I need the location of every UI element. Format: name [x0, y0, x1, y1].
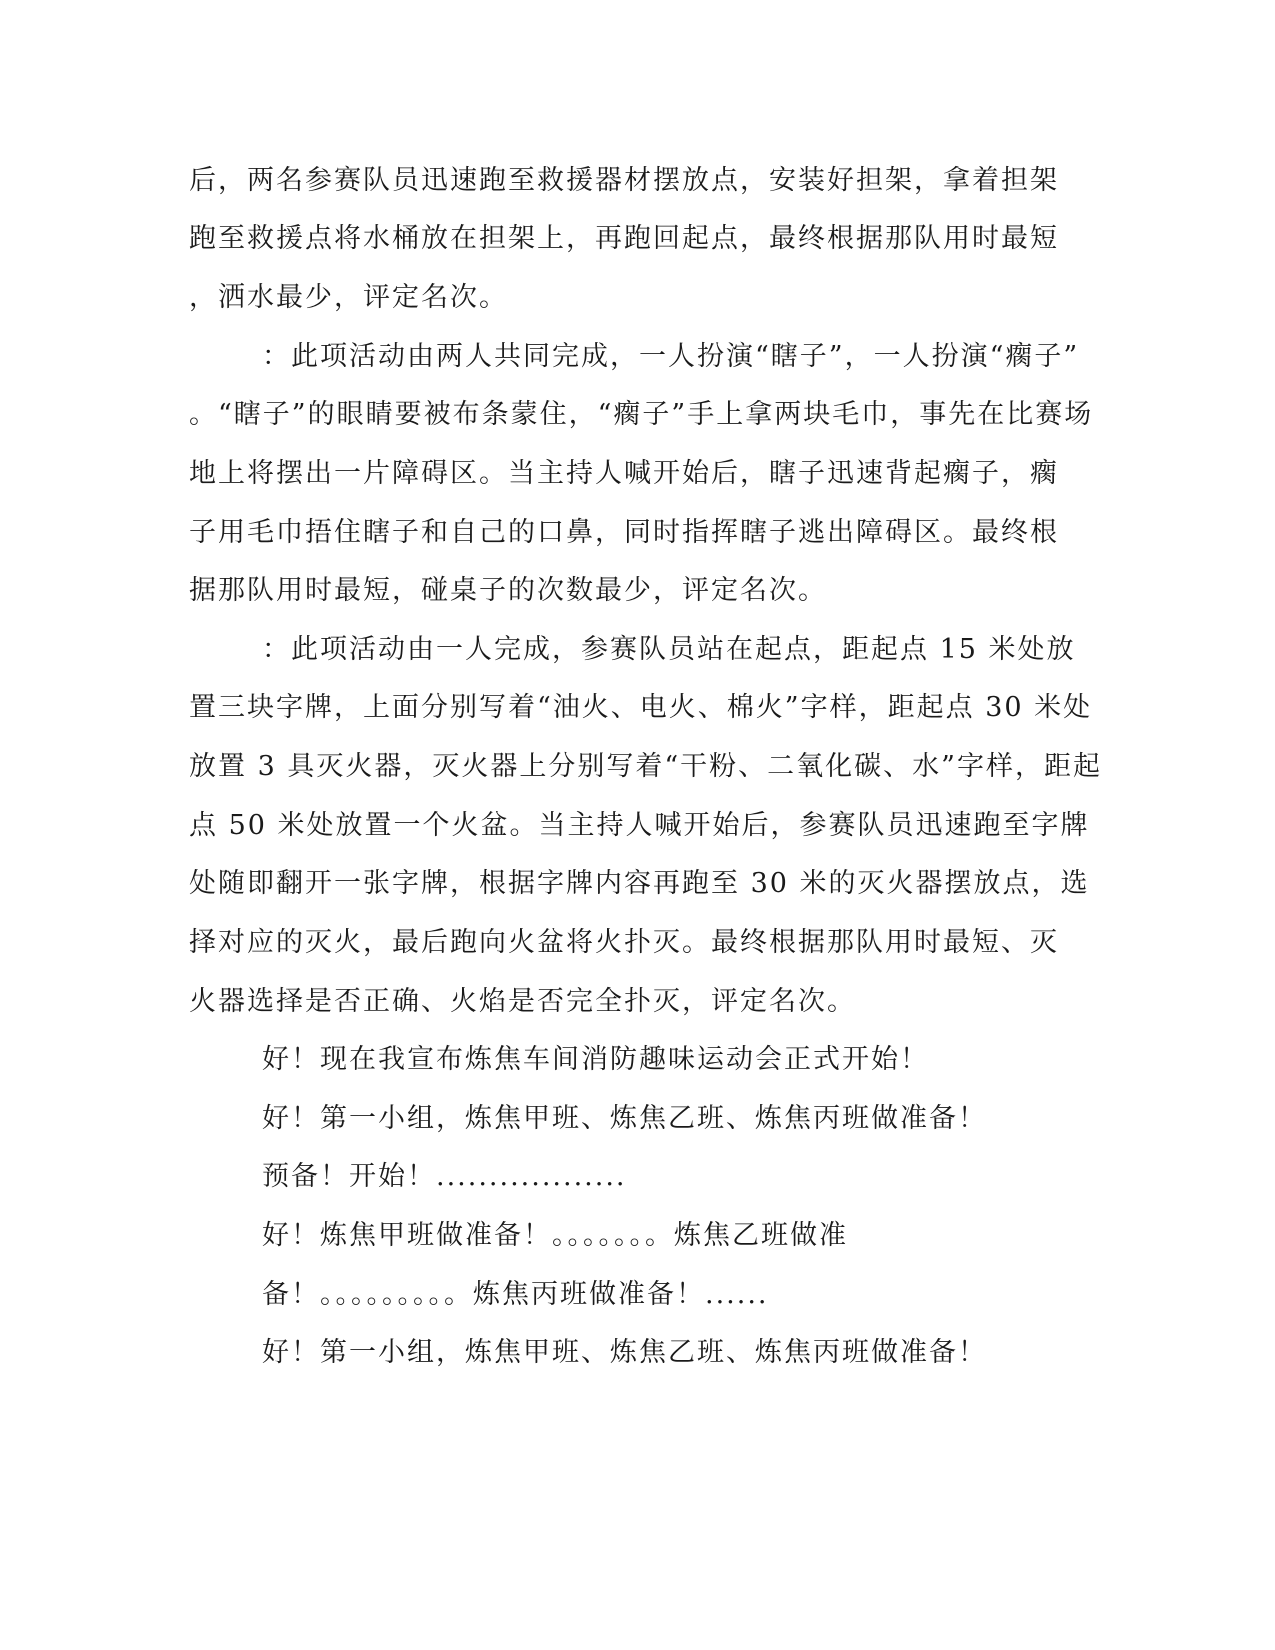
- text-line: 点 50 米处放置一个火盆。当主持人喊开始后，参赛队员迅速跑至字牌: [189, 810, 1090, 841]
- text-line: 地上将摆出一片障碍区。当主持人喊开始后，瞎子迅速背起瘸子，瘸: [189, 458, 1059, 489]
- text-line: ，洒水最少，评定名次。: [189, 282, 508, 313]
- speech-line: 备！。。。。。。。。。炼焦丙班做准备！......: [262, 1279, 769, 1310]
- text-line: 置三块字牌，上面分别写着“油火、电火、棉火”字样，距起点 30 米处: [189, 692, 1093, 723]
- text-line: 火器选择是否正确、火焰是否完全扑灭，评定名次。: [189, 986, 856, 1017]
- text-line: 跑至救援点将水桶放在担架上，再跑回起点，最终根据那队用时最短: [189, 223, 1059, 254]
- speech-line: 好！炼焦甲班做准备！。。。。。。。炼焦乙班做准: [262, 1220, 848, 1251]
- paragraph-start-line: ：此项活动由两人共同完成，一人扮演“瞎子”，一人扮演“瘸子”: [262, 341, 1080, 372]
- text-line: 后，两名参赛队员迅速跑至救援器材摆放点，安装好担架，拿着担架: [189, 165, 1059, 196]
- text-line: 。“瞎子”的眼睛要被布条蒙住，“瘸子”手上拿两块毛巾，事先在比赛场: [189, 399, 1094, 430]
- speech-line: 好！现在我宣布炼焦车间消防趣味运动会正式开始！: [262, 1044, 929, 1075]
- speech-line: 好！第一小组，炼焦甲班、炼焦乙班、炼焦丙班做准备！: [262, 1337, 987, 1368]
- text-line: 处随即翻开一张字牌，根据字牌内容再跑至 30 米的灭火器摆放点，选: [189, 868, 1090, 899]
- text-line: 据那队用时最短，碰桌子的次数最少，评定名次。: [189, 575, 827, 606]
- speech-line: 好！第一小组，炼焦甲班、炼焦乙班、炼焦丙班做准备！: [262, 1103, 987, 1134]
- speech-line: 预备！开始！..................: [262, 1161, 627, 1192]
- paragraph-start-line: ：此项活动由一人完成，参赛队员站在起点，距起点 15 米处放: [262, 634, 1076, 665]
- text-line: 子用毛巾捂住瞎子和自己的口鼻，同时指挥瞎子逃出障碍区。最终根: [189, 517, 1059, 548]
- text-line: 择对应的灭火，最后跑向火盆将火扑灭。最终根据那队用时最短、灭: [189, 927, 1059, 958]
- text-line: 放置 3 具灭火器，灭火器上分别写着“干粉、二氧化碳、水”字样，距起: [189, 751, 1102, 782]
